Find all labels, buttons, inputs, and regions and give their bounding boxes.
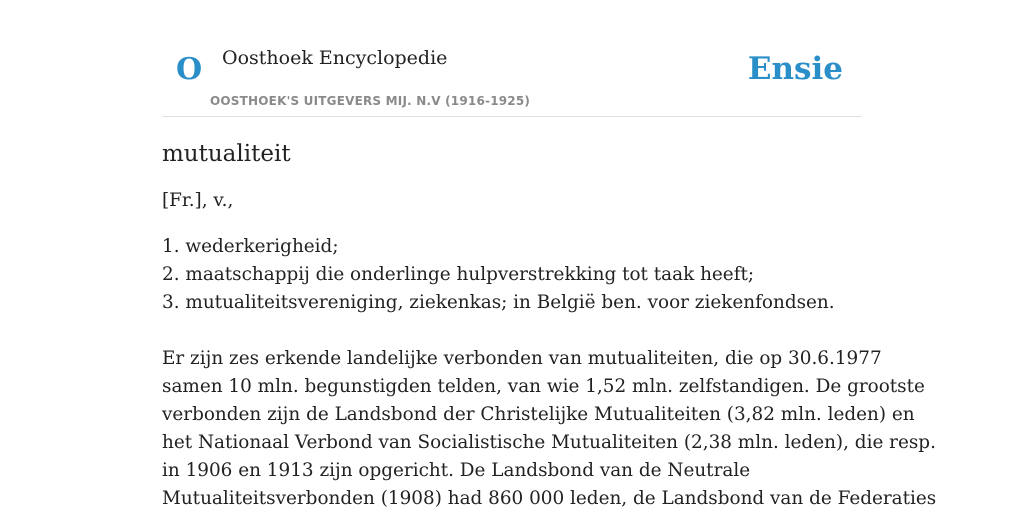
body-line: verbonden zijn de Landsbond der Christelijke Mutualiteiten (3,82 mln. leden) en	[162, 404, 915, 425]
ensie-home-link[interactable]: Ensie	[747, 51, 843, 87]
body-line: samen 10 mln. begunstigden telden, van wie 1,52 mln. zelfstandigen. De grootste	[162, 376, 925, 397]
body-line: Er zijn zes erkende landelijke verbonden van mutualiteiten, die op 30.6.1977	[162, 348, 882, 369]
definition-item: 1. wederkerigheid;	[162, 236, 339, 257]
definition-item: 2. maatschappij die onderlinge hulpverstrekking tot taak heeft;	[162, 264, 755, 285]
entry-body-paragraph	[162, 345, 937, 512]
source-subtitle: OOSTHOEK'S UITGEVERS MIJ. N.V (1916-1925)	[210, 94, 531, 108]
definition-list	[162, 233, 867, 317]
body-line: het Nationaal Verbond van Socialistische Mutualiteiten (2,38 mln. leden), die resp.	[162, 432, 936, 453]
entry-content	[162, 136, 937, 512]
entry-title: mutualiteit	[162, 141, 291, 167]
oosthoek-logo-icon[interactable]: O	[176, 52, 203, 87]
definition-item: 3. mutualiteitsvereniging, ziekenkas; in België ben. voor ziekenfondsen.	[162, 292, 835, 313]
source-title[interactable]: Oosthoek Encyclopedie	[222, 47, 448, 69]
body-line: in 1906 en 1913 zijn opgericht. De Landsbond van de Neutrale	[162, 460, 751, 481]
body-line: Mutualiteitsverbonden (1908) had 860 000 leden, de Landsbond van de Federaties	[162, 488, 937, 509]
entry-grammar: [Fr.], v.,	[162, 190, 234, 211]
site-header	[162, 0, 862, 117]
